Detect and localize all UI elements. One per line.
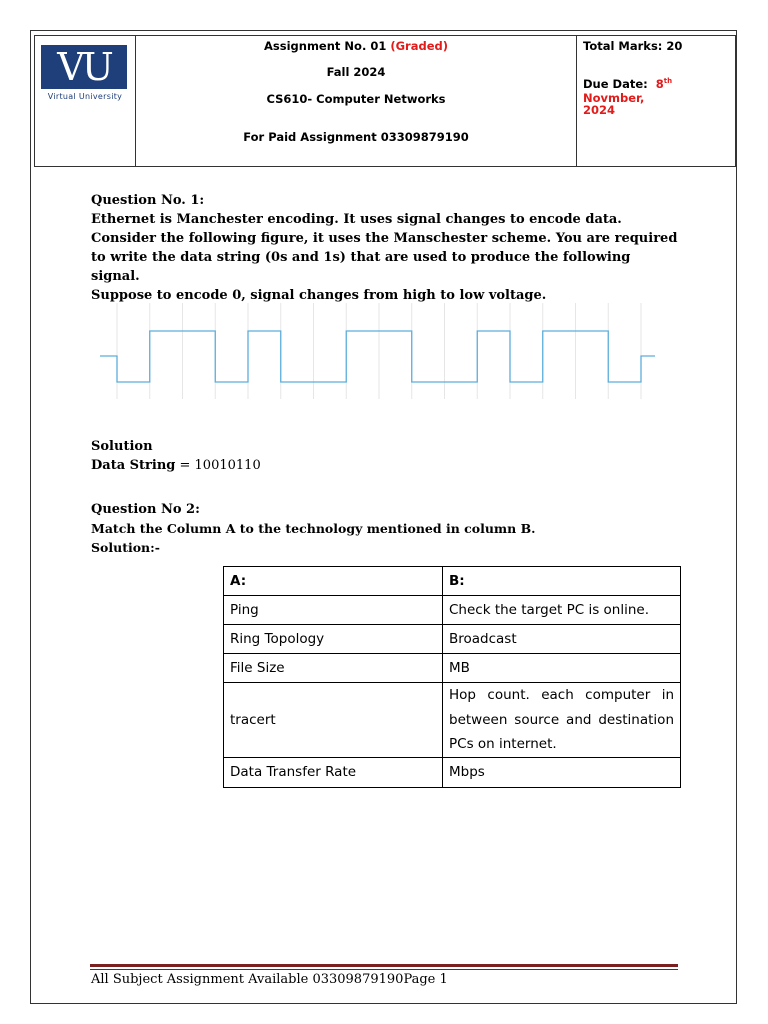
graded-label: (Graded) xyxy=(390,39,448,53)
table-cell-a: File Size xyxy=(224,654,443,683)
table-cell-b: Mbps xyxy=(443,757,681,787)
question-2-title: Question No 2: xyxy=(91,502,200,517)
table-row xyxy=(224,683,681,758)
logo-cell xyxy=(35,36,136,166)
due-year: 2024 xyxy=(583,103,616,117)
signal-grid xyxy=(117,303,641,399)
question-2-instruction: Match the Column A to the technology mentioned in column B. xyxy=(91,521,536,536)
table-header-row xyxy=(224,567,681,596)
table-cell-a: Data Transfer Rate xyxy=(224,757,443,787)
match-table xyxy=(223,566,681,788)
table-row xyxy=(224,654,681,683)
table-cell-a: tracert xyxy=(224,683,443,758)
question-1-body: Ethernet is Manchester encoding. It uses signal changes to encode data. Consider the following figure, it uses the Manschester scheme. You are required to write the data string (0s and 1s) that are used to produce the following signal. xyxy=(91,212,678,284)
data-string xyxy=(91,456,681,475)
due-label: Due Date: xyxy=(583,77,648,91)
data-string-label: Data String xyxy=(91,458,176,473)
header-table xyxy=(34,35,736,167)
total-marks: Total Marks: 20 xyxy=(583,39,683,53)
solution-label: Solution xyxy=(91,439,153,454)
due-sup: th xyxy=(663,77,673,86)
marks-cell xyxy=(577,36,735,166)
logo-subtitle: Virtual University xyxy=(47,92,123,101)
table-row xyxy=(224,596,681,625)
table-row xyxy=(224,625,681,654)
question-1-note: Suppose to encode 0, signal changes from high to low voltage. xyxy=(91,288,547,303)
col-a-header: A: xyxy=(224,567,443,596)
data-string-value: = 10010110 xyxy=(179,458,261,473)
assignment-title xyxy=(136,39,576,53)
signal-waveform xyxy=(100,331,655,382)
table-cell-b: Check the target PC is online. xyxy=(443,596,681,625)
title-cell xyxy=(136,36,577,166)
table-cell-b: Hop count. each computer in between source and destination PCs on internet. xyxy=(443,683,681,758)
table-cell-b: MB xyxy=(443,654,681,683)
due-date xyxy=(583,77,735,105)
course-name: CS610- Computer Networks xyxy=(266,92,446,106)
semester: Fall 2024 xyxy=(326,65,386,79)
question-1 xyxy=(91,191,681,305)
paid-note: For Paid Assignment 03309879190 xyxy=(243,130,469,144)
question-2-solution-label: Solution:- xyxy=(91,540,160,555)
table-cell-a: Ring Topology xyxy=(224,625,443,654)
solution-1 xyxy=(91,437,681,475)
table-row xyxy=(224,757,681,787)
question-1-title: Question No. 1: xyxy=(91,193,205,208)
footer-rule-thin xyxy=(90,969,678,970)
due-month: Novmber, xyxy=(583,91,645,105)
due-day: 8 xyxy=(655,77,664,91)
footer-rule xyxy=(90,964,678,967)
question-2 xyxy=(91,500,681,557)
table-cell-b: Broadcast xyxy=(443,625,681,654)
table-cell-a: Ping xyxy=(224,596,443,625)
vu-logo: VU xyxy=(41,45,127,89)
footer-text: All Subject Assignment Available 03309879190Page 1 xyxy=(91,972,448,987)
col-b-header: B: xyxy=(443,567,681,596)
manchester-signal xyxy=(100,303,660,399)
assignment-label: Assignment No. 01 xyxy=(264,39,387,53)
